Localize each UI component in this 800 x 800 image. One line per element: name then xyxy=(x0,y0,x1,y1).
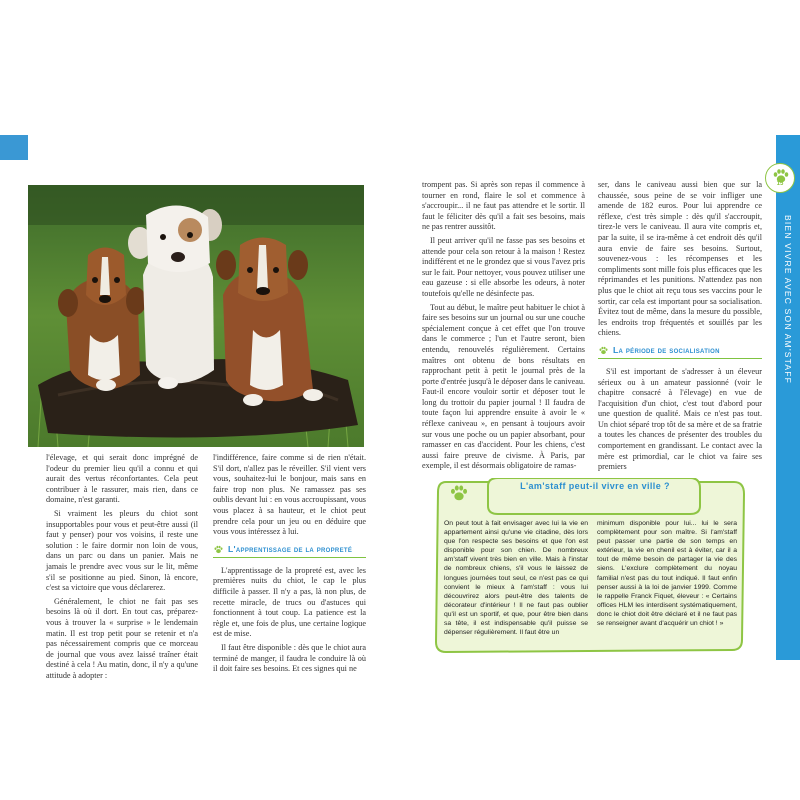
paw-icon xyxy=(448,482,470,504)
info-box-right-text xyxy=(597,519,737,628)
paragraph: Tout au début, le maître peut habituer le chiot à faire ses besoins sur un journal ou sur une couche spécialement conçue à cet effet que l'on trouve dans le commerce ; l'un et l'autre seront, bien entendu, renouvelés régulièrement. Certains maîtres ont obtenu de bons résultats en rapprochant petit à petit le journal près de la porte d'entrée jusqu'à le déposer dans le caniveau. Faut-il encore vouloir sortir et déposer tout le long du trottoir du papier journal ! Il faudra de toute façon lui apprendre ensuite à avoir le « réflexe caniveau », en pensant à toujours avoir sur vous une poche ou un papier absorbant, pour ramasser en cas d'accident. Pour les chiens, c'est aussi faire preuve de civisme. À Paris, par exemple, il est désormais obligatoire de ramas- xyxy=(422,302,585,471)
column-4 xyxy=(598,180,762,476)
paragraph: Il faut être disponible : dès que le chiot aura terminé de manger, il faudra le conduire là où il doit faire ses besoins. Et ces signes qui ne xyxy=(213,642,366,674)
puppies-photo xyxy=(28,185,364,447)
paragraph: S'il est important de s'adresser à un éleveur sérieux ou à un amateur passionné (voir le chapitre consacré à l'élevage) en vue de l'acquisition d'un chiot, c'est tout d'abord pour une question de qualité. Mais ce n'est pas tout. Un chiot séparé trop tôt de sa mère et de sa fratrie a toutes les chances de présenter des troubles du comportement en grandissant. Le contact avec la mère est primordial, car le chiot va faire ses premiers xyxy=(598,366,762,472)
heading-text: La période de socialisation xyxy=(613,345,720,356)
page-number: 15 xyxy=(776,181,784,187)
paragraph: minimum disponible pour lui... lui le sera complètement pour son maître. Si l'am'staff peut passer une partie de son temps en extérieur, la vie en chenil est à éviter, car il a tout de même besoin de partager la vie des siens. L'exclure complètement du noyau familial n'est pas du tout indiqué. Il faut enfin penser aussi à la loi de janvier 1999. Comme le rappelle Franck Fiquet, éleveur : « Certains offices HLM les interdisent systématiquement, donc le chiot doit être déclaré et il ne faut pas se renseigner avant d'acquérir un chiot ! » xyxy=(597,520,737,628)
paw-icon xyxy=(213,544,224,555)
chapter-title: BIEN VIVRE AVEC SON AM'STAFF xyxy=(783,215,793,385)
paragraph: On peut tout à fait envisager avec lui la vie en appartement ainsi qu'une vie citadine, dès lors que l'on respecte ses besoins et que l'on est disponible pour son chien. De nombreux am'staff vivent très bien en ville. Mais à l'instar de nombreux chiens, s'il vous le laissez de longues journées tout seul, ce n'est pas ce qui convient le mieux à l'am'staff : vous lui découvrirez alors peut-être des talents de décorateur d'intérieur ! Il ne faut pas oublier qu'il est un sportif, et que, pour être bien dans sa tête, il est indispensable qu'il puisse se dépenser régulièrement. Il faut être un xyxy=(444,520,588,637)
column-2 xyxy=(213,453,366,678)
section-heading xyxy=(213,544,366,558)
info-box-title: L'am'staff peut-il vivre en ville ? xyxy=(520,481,670,491)
paragraph: L'apprentissage de la propreté est, avec les premières nuits du chiot, le cap le plus difficile à passer. Il n'y a pas, là non plus, de recette miracle, de trucs ou d'astuces qui fonctionnent à tout coup. La patience est la règle et, une fois de plus, une certaine logique est de mise. xyxy=(213,565,366,639)
paragraph: ser, dans le caniveau aussi bien que sur la chaussée, sous peine de se voir infliger une amende de 182 euros. Pour lui apprendre ce réflexe, c'est très simple : dès qu'il s'accroupit, tirez-le vers le caniveau. Il aura vite compris et, par la suite, il se ira-même à cet endroit dès qu'il aura envie de faire ses besoins. Surtout, souvenez-vous : les récompenses et les compliments sont mille fois plus efficaces que les réprimandes et les punitions. N'attendez pas non plus que le chiot ait reçu tous ses vaccins pour le sortir, car cela est important pour sa socialisation. Évitez tout de même, dans la mesure du possible, les endroits trop fréquentés et souillés par les chiens. xyxy=(598,180,762,338)
paw-icon xyxy=(598,345,609,356)
info-box-left-text xyxy=(444,519,588,637)
column-1 xyxy=(46,453,198,684)
section-heading xyxy=(598,345,762,359)
column-3 xyxy=(422,180,585,475)
paragraph: Il peut arriver qu'il ne fasse pas ses besoins et attende pour cela son retour à la maison ! Restez indifférent et ne le grondez que si vous l'avez pris sur le fait. Pour nettoyer, vous pouvez utiliser une eau gazeuse : si elle absorbe les odeurs, à noter toutefois qu'elle ne désinfecte pas. xyxy=(422,235,585,298)
page-badge xyxy=(765,163,795,193)
paragraph: l'élevage, et qui serait donc imprégné de l'odeur du premier lieu qu'il a connu et qui aurait des vertus réconfortantes. Cela peut contribuer à le rassurer, mais rien, dans ce domaine, n'est garanti. xyxy=(46,453,198,505)
top-color-tab xyxy=(0,135,28,160)
heading-text: L'apprentissage de la propreté xyxy=(228,543,353,554)
paragraph: trompent pas. Si après son repas il commence à tourner en rond, flaire le sol et commence à s'accroupir... il ne faut pas attendre et le sortir. Il faut le féliciter dès qu'il a fait ses besoins, mais ne pas rentrer aussitôt. xyxy=(422,180,585,232)
paragraph: l'indifférence, faire comme si de rien n'était. S'il dort, n'allez pas le réveiller. S'il vient vers vous, souhaitez-lui le bonjour, mais sans en faire trop non plus. Ne ramassez pas ses oublis devant lui : en vous accroupissant, vous vous placez à sa hauteur, et le chiot peut prendre cela pour un jeu ou en déduire que vous vous intéressez à lui. xyxy=(213,453,366,537)
paragraph: Si vraiment les pleurs du chiot sont insupportables pour vous et peut-être aussi (il faut y penser) pour vos voisins, il reste une solution : le faire dormir non loin de vous, dans un parc ou dans un panier. Mais ne jamais le prendre avec vous sur le lit, même s'il se positionne au pied. Sinon, là encore, c'est sa victoire que vous déclarerez. xyxy=(46,508,198,593)
paragraph: Généralement, le chiot ne fait pas ses besoins là où il dort. En tout cas, préparez-vous à trouver la « surprise » le lendemain matin. Il est trop petit pour se retenir et n'a pas nécessairement compris que ce morceau de journal que vous avez laissé traîner était destiné à cela ! Au matin, donc, il n'y a qu'une attitude à adopter : xyxy=(46,596,198,680)
